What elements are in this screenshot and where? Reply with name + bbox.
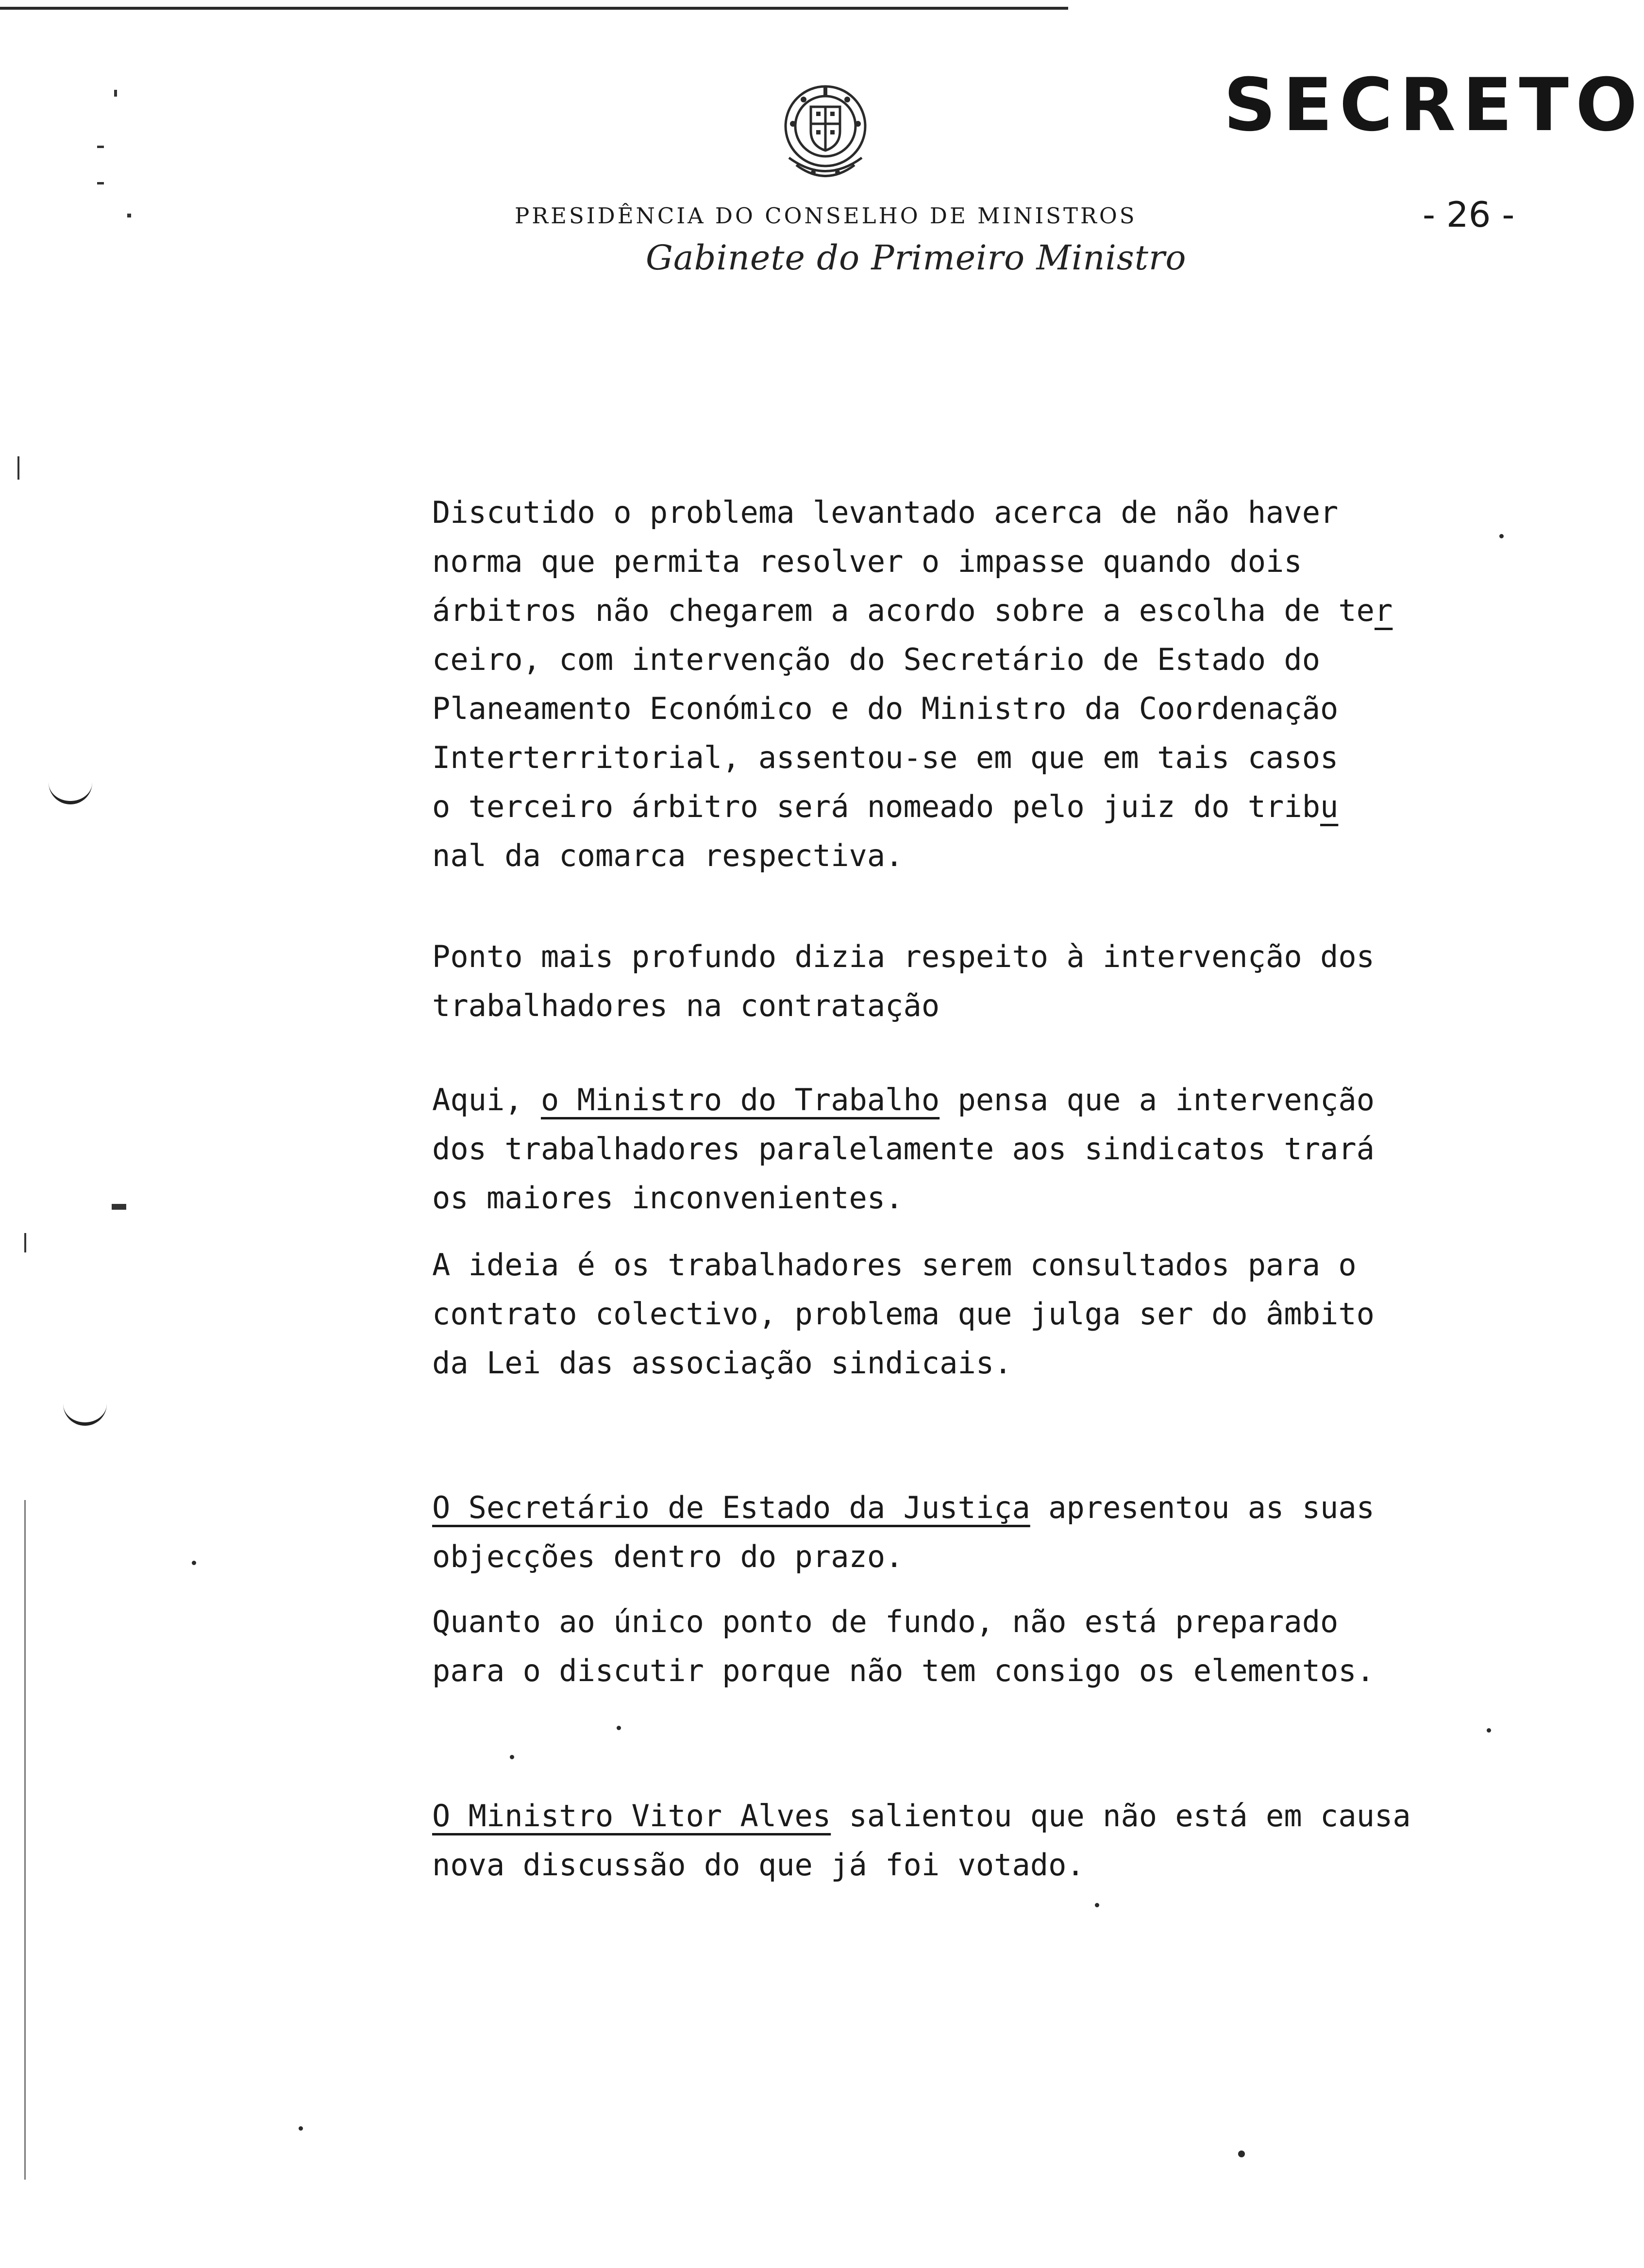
text-line: Ponto mais profundo dizia respeito à intervenção dos xyxy=(432,939,1375,974)
text-line: dos trabalhadores paralelamente aos sindicatos trará xyxy=(432,1131,1375,1167)
text-line: trabalhadores na contratação xyxy=(432,988,940,1023)
text-line: o terceiro árbitro será nomeado pelo juiz do trib xyxy=(432,789,1321,824)
text-line: árbitros não chegarem a acordo sobre a escolha de te xyxy=(432,593,1375,628)
scan-speck xyxy=(114,90,117,97)
text-line: Interterritorial, assentou-se em que em tais casos xyxy=(432,740,1339,775)
scan-speck xyxy=(1499,534,1504,538)
scan-speck xyxy=(1487,1728,1491,1733)
text-line: Planeamento Económico e do Ministro da Coordenação xyxy=(432,691,1339,726)
scan-speck xyxy=(1095,1903,1099,1907)
scan-speck xyxy=(510,1755,514,1759)
text-line: Discutido o problema levantado acerca de não haver xyxy=(432,495,1339,530)
text-line-end: u xyxy=(1320,789,1339,824)
speaker-name: O Ministro Vitor Alves xyxy=(432,1798,831,1834)
paragraph-justice-secretary xyxy=(432,1483,1515,1581)
scan-speck xyxy=(97,146,104,148)
text-segment: salientou que não está em causa xyxy=(831,1798,1411,1834)
punch-hole-mark xyxy=(49,782,92,804)
paragraph-substantive-point xyxy=(432,1597,1515,1695)
text-line: nova discussão do que já foi votado. xyxy=(432,1847,1085,1883)
paragraph-workers-intervention xyxy=(432,932,1515,1030)
paragraph-labour-minister xyxy=(432,1075,1515,1222)
speaker-name: o Ministro do Trabalho xyxy=(540,1082,940,1117)
scan-speck xyxy=(97,182,104,184)
scan-speck xyxy=(17,456,19,480)
text-line: da Lei das associação sindicais. xyxy=(432,1345,1012,1381)
text-line: norma que permita resolver o impasse quando dois xyxy=(432,544,1302,579)
text-line: nal da comarca respectiva. xyxy=(432,838,904,873)
page-number: - 26 - xyxy=(1423,194,1515,235)
text-line: Quanto ao único ponto de fundo, não está preparado xyxy=(432,1604,1339,1639)
scan-speck xyxy=(1238,2151,1245,2157)
text-line: contrato colectivo, problema que julga ser do âmbito xyxy=(432,1296,1375,1332)
paragraph-arbitration xyxy=(432,488,1515,880)
scan-speck xyxy=(127,214,131,217)
text-line: ceiro, com intervenção do Secretário de Estado do xyxy=(432,642,1321,677)
scan-speck xyxy=(299,2126,303,2131)
punch-hole-mark xyxy=(63,1403,107,1426)
scan-speck xyxy=(24,1233,26,1252)
text-line: para o discutir porque não tem consigo os elementos. xyxy=(432,1653,1375,1688)
text-line: objecções dentro do prazo. xyxy=(432,1539,904,1574)
text-line: os maiores inconvenientes. xyxy=(432,1180,904,1216)
scan-speck xyxy=(192,1561,196,1565)
scan-speck xyxy=(112,1204,126,1210)
paragraph-vitor-alves xyxy=(432,1791,1515,1889)
text-segment: apresentou as suas xyxy=(1030,1490,1375,1525)
cabinet-name: Gabinete do Primeiro Ministro xyxy=(646,238,1187,278)
text-line: A ideia é os trabalhadores serem consultados para o xyxy=(432,1247,1357,1283)
coat-of-arms-icon xyxy=(770,73,881,189)
top-rule xyxy=(0,7,1068,10)
text-line-end: r xyxy=(1375,593,1393,628)
scan-speck xyxy=(617,1726,621,1730)
classification-stamp: SECRETO xyxy=(1224,63,1644,148)
speaker-name: O Secretário de Estado da Justiça xyxy=(432,1490,1030,1525)
text-segment: Aqui, xyxy=(432,1082,541,1117)
margin-dotted-line xyxy=(24,1500,26,2180)
text-segment: pensa que a intervenção xyxy=(939,1082,1375,1117)
institution-name: PRESIDÊNCIA DO CONSELHO DE MINISTROS xyxy=(515,203,1137,229)
paragraph-consultation-idea xyxy=(432,1240,1515,1387)
